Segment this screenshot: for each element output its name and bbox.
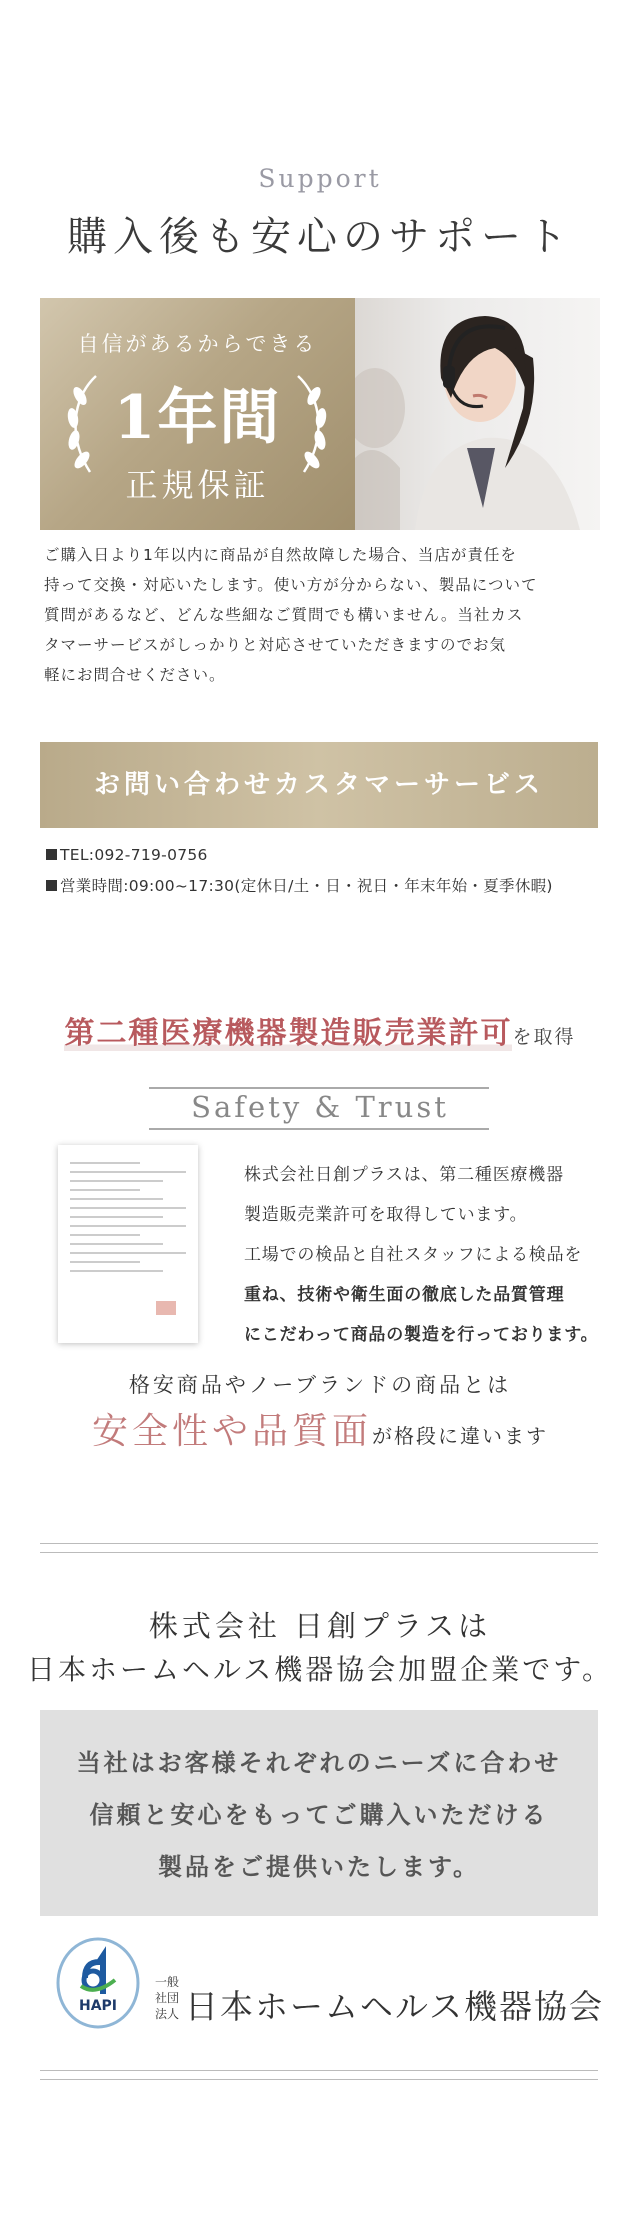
warranty-footer: 正規保証	[125, 466, 270, 504]
certificate-line	[70, 1234, 140, 1236]
comparison-highlight: 安全性や品質面	[91, 1411, 372, 1452]
section-title: 購入後も安心のサポート	[67, 214, 573, 260]
license-suffix: を取得	[512, 1026, 576, 1048]
section-label-en: Support	[258, 164, 382, 193]
association-name: 日本ホームヘルス機器協会	[185, 1987, 605, 2026]
certificate-line	[70, 1207, 186, 1209]
comparison-line: 格安商品やノーブランドの商品とは	[128, 1373, 512, 1397]
certificate-line	[70, 1261, 140, 1263]
guarantee-line: 持って交換・対応いたします。使い方が分からない、製品について	[44, 576, 538, 594]
warranty-gold-panel	[40, 298, 355, 530]
guarantee-line: 質問があるなど、どんな些細なご質問でも構いません。当社カス	[44, 606, 524, 624]
license-highlight: 第二種医療機器製造販売業許可	[64, 1016, 513, 1051]
square-bullet-icon	[46, 880, 57, 891]
commitment-line: 信頼と安心をもってご購入いただける	[89, 1801, 549, 1829]
association-type-line: 社団	[155, 1991, 180, 2005]
warranty-period: 1年間	[113, 383, 282, 453]
license-certificate-image	[58, 1145, 198, 1343]
certificate-line	[70, 1171, 186, 1173]
certificate-line	[70, 1216, 163, 1218]
certificate-line	[70, 1189, 140, 1191]
divider	[40, 2070, 598, 2071]
warranty-banner	[40, 298, 600, 530]
tel-line	[46, 846, 208, 864]
hapi-logo-text: HAPI	[78, 1998, 118, 2014]
commitment-line: 製品をご提供いたします。	[157, 1853, 481, 1881]
membership-line: 株式会社 日創プラスは	[148, 1609, 492, 1643]
certificate-stamp	[156, 1301, 176, 1315]
divider-top	[149, 1087, 489, 1089]
membership-line: 日本ホームヘルス機器協会加盟企業です。	[27, 1653, 613, 1686]
hours-text: 営業時間:09:00~17:30(定休日/土・日・祝日・年末年始・夏季休暇)	[60, 877, 553, 895]
certificate-line	[70, 1225, 186, 1227]
certificate-line	[70, 1270, 163, 1272]
company-text-line: にこだわって商品の製造を行っております。	[244, 1325, 599, 1345]
guarantee-line: ご購入日より1年以内に商品が自然故障した場合、当店が責任を	[44, 546, 517, 564]
square-bullet-icon	[46, 849, 57, 860]
headset-operator-image	[355, 298, 600, 530]
guarantee-line: タマーサービスがしっかりと対応させていただきますのでお気	[44, 636, 507, 654]
commitment-line: 当社はお客様それぞれのニーズに合わせ	[76, 1749, 562, 1777]
comparison-suffix: が格段に違います	[372, 1424, 548, 1448]
guarantee-line: 軽にお問合せください。	[44, 666, 226, 684]
certificate-line	[70, 1198, 163, 1200]
company-text-line: 製造販売業許可を取得しています。	[244, 1205, 528, 1225]
divider	[40, 1552, 598, 1553]
customer-service-banner: お問い合わせカスタマーサービス	[40, 742, 598, 828]
divider-bottom	[149, 1128, 489, 1130]
divider	[40, 1543, 598, 1544]
association-type-line: 一般	[155, 1975, 180, 1989]
comparison-heading	[0, 1403, 640, 1454]
company-text-line: 工場での検品と自社スタッフによる検品を	[244, 1245, 583, 1265]
hours-line	[46, 874, 553, 896]
divider	[40, 2079, 598, 2080]
certificate-line	[70, 1180, 163, 1182]
association-type	[155, 1974, 179, 2022]
company-text-line: 株式会社日創プラスは、第二種医療機器	[244, 1165, 564, 1185]
commitment-box	[40, 1710, 598, 1916]
certificate-line	[70, 1252, 186, 1254]
company-text-line: 重ね、技術や衛生面の徹底した品質管理	[244, 1285, 565, 1305]
operator-photo	[355, 298, 600, 530]
association-type-line: 法人	[155, 2007, 180, 2021]
guarantee-description	[44, 540, 599, 690]
license-heading	[0, 1008, 640, 1052]
safety-trust-heading: Safety & Trust	[191, 1090, 449, 1124]
tel-text[interactable]: TEL:092-719-0756	[60, 846, 208, 864]
hapi-logo-icon	[55, 1936, 141, 2030]
certificate-line	[70, 1243, 163, 1245]
warranty-subtitle: 自信があるからできる	[77, 332, 318, 356]
certificate-line	[70, 1162, 140, 1164]
